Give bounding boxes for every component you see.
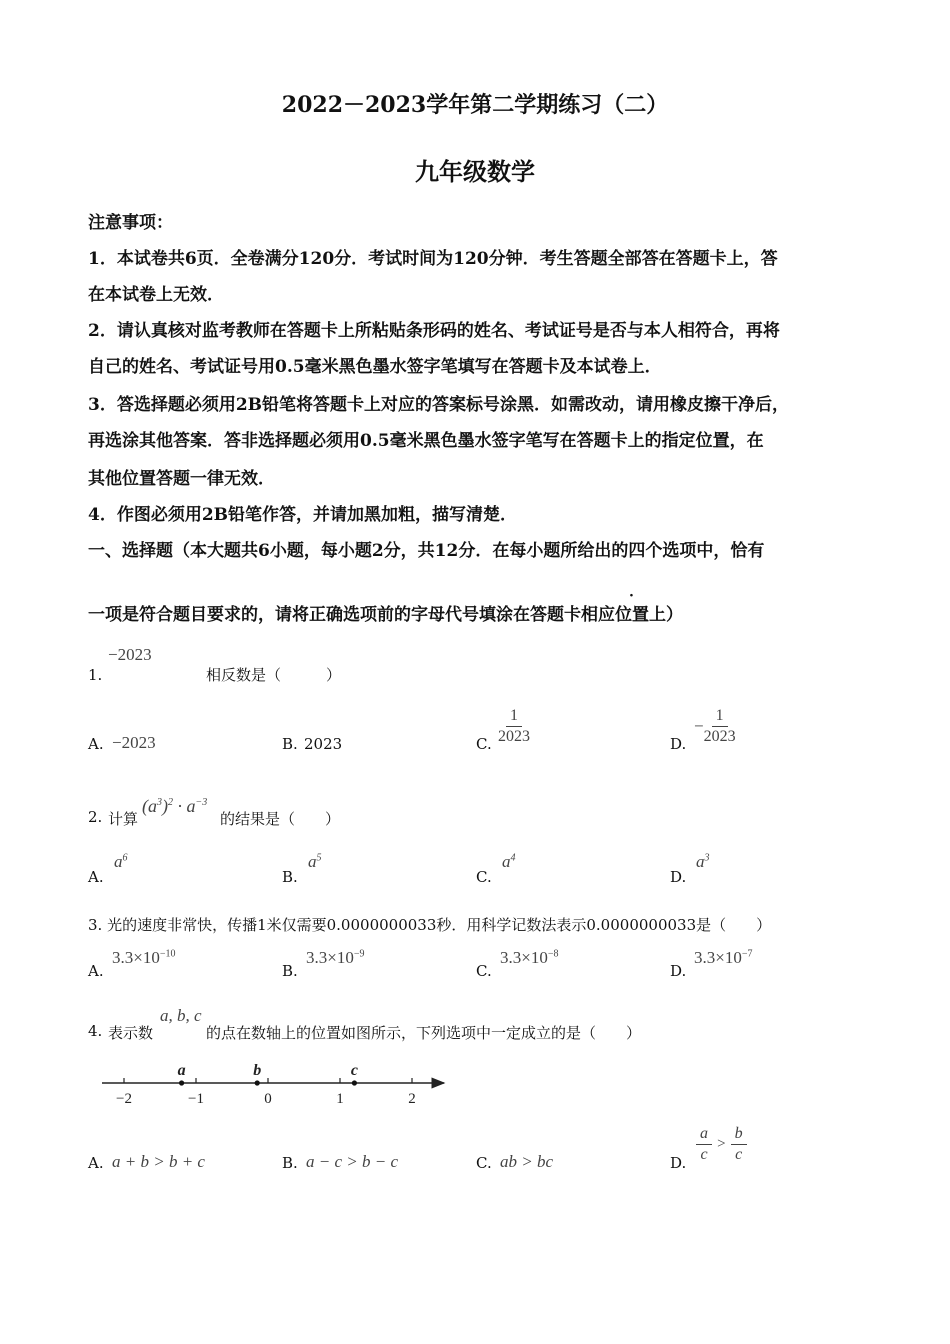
q1-number: 1.: [88, 666, 103, 684]
q2-option-a-label: A.: [88, 868, 104, 886]
section-heading-cont: 一项是符合题目要求的，请将正确选项前的字母代号填涂在答题卡相应位置上）: [88, 605, 683, 625]
q3-text: 3. 光的速度非常快，传播1米仅需要0.0000000033秒．用科学记数法表示0.0000000033是（ ）: [88, 916, 772, 934]
q2-d-base: a: [696, 852, 705, 871]
q3-a-mantissa: 3.3×10: [112, 948, 160, 967]
q4-option-c-label: C.: [476, 1154, 492, 1172]
section-heading: 一、选择题（本大题共6小题，每小题2分，共12分．在每小题所给出的四个选项中，恰有: [88, 541, 765, 561]
q3-c-mantissa: 3.3×10: [500, 948, 548, 967]
q2-c-exp: 4: [510, 852, 516, 864]
q1-option-c-label: C.: [476, 735, 492, 753]
note-3-cont2: 其他位置答题一律无效．: [88, 469, 275, 489]
q1-c-denominator: 2023: [498, 728, 530, 745]
q4-d-den2: c: [735, 1146, 743, 1163]
note-1-cont: 在本试卷上无效．: [88, 285, 224, 305]
q2-option-d: [696, 852, 710, 872]
q1-option-d: [694, 706, 736, 747]
q2-expression: $(a^3)^2 \cdot a^{-3}$: [142, 796, 208, 816]
q3-option-a-label: A.: [88, 962, 104, 980]
q2-option-d-label: D.: [670, 868, 687, 886]
q4-prefix: 表示数: [108, 1024, 154, 1042]
q2-a-exp: 6: [122, 852, 128, 864]
q1-option-a: −2023: [112, 733, 156, 752]
q3-option-c-label: C.: [476, 962, 492, 980]
q2-number: 2.: [88, 808, 103, 826]
q4-option-d: [696, 1124, 747, 1165]
emphasis-dot: ·: [629, 588, 634, 604]
q3-option-d: [694, 948, 752, 968]
number-line-point-label-c: c: [350, 1062, 358, 1079]
number-line-tick-label: 2: [408, 1091, 416, 1107]
number-line-point-a: [179, 1080, 184, 1085]
q2-option-c-label: C.: [476, 868, 492, 886]
q4-d-num2: b: [731, 1124, 747, 1145]
q2-option-c: [502, 852, 516, 872]
q1-option-b: 2023: [304, 735, 343, 753]
number-line-tick-label: 1: [336, 1091, 344, 1107]
q2-option-b: [308, 852, 322, 872]
q1-d-sign: −: [694, 716, 704, 736]
note-2: 2．请认真核对监考教师在答题卡上所粘贴条形码的姓名、考试证号是否与本人相符合，再将: [88, 321, 780, 341]
number-line-tick-label: −2: [116, 1091, 132, 1107]
number-line-diagram: [96, 1060, 456, 1110]
q3-a-exp: −10: [159, 948, 176, 960]
q1-option-a-label: A.: [88, 735, 104, 753]
number-line-tick-label: −1: [188, 1091, 204, 1107]
number-line-tick-label: 0: [264, 1091, 272, 1107]
number-line-point-label-a: a: [177, 1062, 186, 1079]
q3-b-mantissa: 3.3×10: [306, 948, 354, 967]
q3-d-exp: −7: [741, 948, 753, 960]
q3-option-b-label: B.: [282, 962, 298, 980]
q2-option-b-label: B.: [282, 868, 298, 886]
q4-option-c: ab > bc: [500, 1152, 554, 1171]
q3-option-b: [306, 948, 364, 968]
q3-c-exp: −8: [547, 948, 559, 960]
q4-option-d-label: D.: [670, 1154, 687, 1172]
q3-d-mantissa: 3.3×10: [694, 948, 742, 967]
q4-d-den1: c: [700, 1146, 708, 1163]
number-line-point-b: [255, 1080, 260, 1085]
q4-suffix: 的点在数轴上的位置如图所示，下列选项中一定成立的是（ ）: [206, 1024, 642, 1042]
q4-variables: a, b, c: [160, 1006, 202, 1025]
notes-heading: 注意事项：: [88, 213, 173, 233]
q2-d-exp: 3: [704, 852, 710, 864]
q4-option-b-label: B.: [282, 1154, 298, 1172]
q2-prefix: 计算: [108, 810, 139, 828]
q4-d-num1: a: [696, 1124, 712, 1145]
q1-text: 相反数是（ ）: [206, 666, 342, 684]
q2-suffix: 的结果是（ ）: [220, 810, 341, 828]
note-4: 4．作图必须用2B铅笔作答，并请加黑加粗，描写清楚．: [88, 505, 518, 525]
q1-option-b-label: B.: [282, 735, 298, 753]
q3-option-a: [112, 948, 175, 968]
q1-d-denominator: 2023: [703, 728, 736, 745]
q4-number: 4.: [88, 1022, 103, 1040]
number-line-point-c: [352, 1080, 357, 1085]
number-line-point-label-b: b: [253, 1062, 262, 1079]
note-2-cont: 自己的姓名、考试证号用0.5毫米黑色墨水签字笔填写在答题卡及本试卷上．: [88, 357, 662, 377]
note-3: 3．答选择题必须用2B铅笔将答题卡上对应的答案标号涂黑．如需改动，请用橡皮擦干净后，: [88, 395, 790, 415]
q2-c-base: a: [502, 852, 511, 871]
q2-a-base: a: [114, 852, 123, 871]
q3-option-d-label: D.: [670, 962, 687, 980]
q3-b-exp: −9: [353, 948, 365, 960]
q4-option-b: a − c > b − c: [306, 1152, 399, 1171]
q4-option-a: a + b > b + c: [112, 1152, 205, 1171]
page-subtitle: 九年级数学: [415, 157, 535, 186]
page-title: 2022－2023学年第二学期练习（二）: [281, 92, 669, 118]
q1-c-numerator: 1: [506, 706, 522, 727]
q1-option-d-label: D.: [670, 735, 687, 753]
q1-expression: −2023: [108, 645, 152, 664]
note-1: 1．本试卷共6页．全卷满分120分．考试时间为120分钟．考生答题全部答在答题卡上，答: [88, 249, 778, 269]
q3-option-c: [500, 948, 558, 968]
q2-option-a: [114, 852, 128, 872]
q4-d-operator: >: [717, 1136, 726, 1152]
q1-option-c: [498, 706, 530, 747]
q2-b-exp: 5: [316, 852, 322, 864]
q1-d-numerator: 1: [712, 706, 728, 727]
q4-option-a-label: A.: [88, 1154, 104, 1172]
note-3-cont: 再选涂其他答案．答非选择题必须用0.5毫米黑色墨水签字笔写在答题卡上的指定位置，在: [88, 431, 764, 451]
q2-b-base: a: [308, 852, 317, 871]
